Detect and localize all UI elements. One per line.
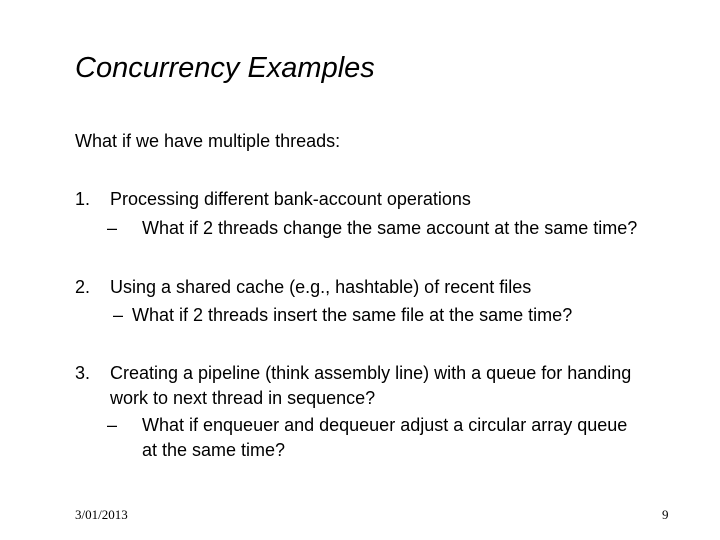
sub-dash: – bbox=[113, 305, 124, 325]
list-item-text: Creating a pipeline (think assembly line) with a queue for handing bbox=[110, 363, 632, 383]
footer-date: 3/01/2013 bbox=[75, 507, 128, 522]
list-item-text: Using a shared cache (e.g., hashtable) of recent files bbox=[110, 277, 532, 297]
sub-item-text: What if 2 threads insert the same file at the same time? bbox=[132, 305, 573, 325]
list-item-text-continued: work to next thread in sequence? bbox=[110, 388, 376, 408]
footer-page-number: 9 bbox=[662, 507, 669, 522]
list-number: 3. bbox=[75, 363, 91, 383]
slide-title: Concurrency Examples bbox=[75, 52, 375, 84]
list-number: 2. bbox=[75, 277, 91, 297]
sub-item-text-continued: at the same time? bbox=[142, 440, 286, 460]
sub-item-text: What if enqueuer and dequeuer adjust a circular array queue bbox=[142, 415, 628, 435]
list-item-text: Processing different bank-account operations bbox=[110, 189, 471, 209]
list-number: 1. bbox=[75, 189, 91, 209]
sub-item-text: What if 2 threads change the same account at the same time? bbox=[142, 218, 638, 238]
sub-dash: – bbox=[107, 218, 118, 238]
intro-text: What if we have multiple threads: bbox=[75, 131, 341, 151]
sub-dash: – bbox=[107, 415, 118, 435]
